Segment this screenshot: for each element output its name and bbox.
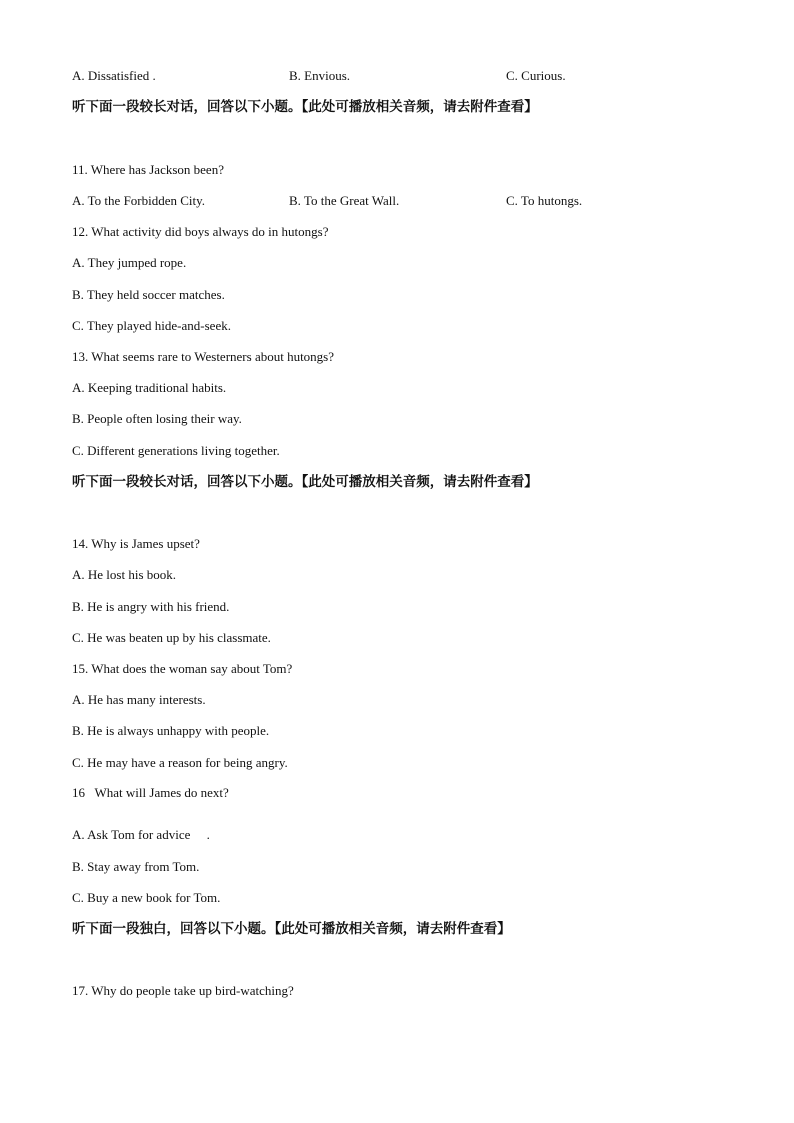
q15-option-b: B. He is always unhappy with people. — [72, 723, 270, 738]
q12-option-c: C. They played hide-and-seek. — [72, 318, 231, 333]
q13-option-b: B. People often losing their way. — [72, 411, 242, 426]
q12-option-a: A. They jumped rope. — [72, 255, 187, 270]
q11-question: 11. Where has Jackson been? — [72, 162, 224, 177]
q10-option-b: B. Envious. — [289, 68, 351, 83]
q13-option-c: C. Different generations living together. — [72, 443, 280, 458]
q12-option-b: B. They held soccer matches. — [72, 287, 225, 302]
q11-option-c: C. To hutongs. — [506, 193, 583, 208]
instruction-dialogue-2: 听下面一段较长对话，回答以下小题。【此处可播放相关音频，请去附件查看】 — [72, 474, 538, 490]
q16-option-b: B. Stay away from Tom. — [72, 859, 200, 874]
q15-question: 15. What does the woman say about Tom? — [72, 661, 293, 676]
q14-option-a: A. He lost his book. — [72, 567, 176, 582]
q10-option-c: C. Curious. — [506, 68, 566, 83]
q11-option-a: A. To the Forbidden City. — [72, 193, 206, 208]
q14-option-b: B. He is angry with his friend. — [72, 599, 230, 614]
q15-option-c: C. He may have a reason for being angry. — [72, 755, 288, 770]
q14-question: 14. Why is James upset? — [72, 536, 200, 551]
q12-question: 12. What activity did boys always do in hutongs? — [72, 224, 329, 239]
q13-question: 13. What seems rare to Westerners about hutongs? — [72, 349, 335, 364]
instruction-monologue: 听下面一段独白，回答以下小题。【此处可播放相关音频，请去附件查看】 — [72, 921, 511, 937]
q14-option-c: C. He was beaten up by his classmate. — [72, 630, 271, 645]
q10-option-a: A. Dissatisfied . — [72, 68, 156, 83]
q16-option-a: A. Ask Tom for advice . — [72, 827, 210, 842]
instruction-dialogue-1: 听下面一段较长对话，回答以下小题。【此处可播放相关音频，请去附件查看】 — [72, 99, 538, 115]
q15-option-a: A. He has many interests. — [72, 692, 206, 707]
q17-question: 17. Why do people take up bird-watching? — [72, 983, 294, 998]
q16-option-c: C. Buy a new book for Tom. — [72, 890, 221, 905]
q16-question: 16 What will James do next? — [72, 785, 229, 800]
q13-option-a: A. Keeping traditional habits. — [72, 380, 227, 395]
q11-option-b: B. To the Great Wall. — [289, 193, 400, 208]
